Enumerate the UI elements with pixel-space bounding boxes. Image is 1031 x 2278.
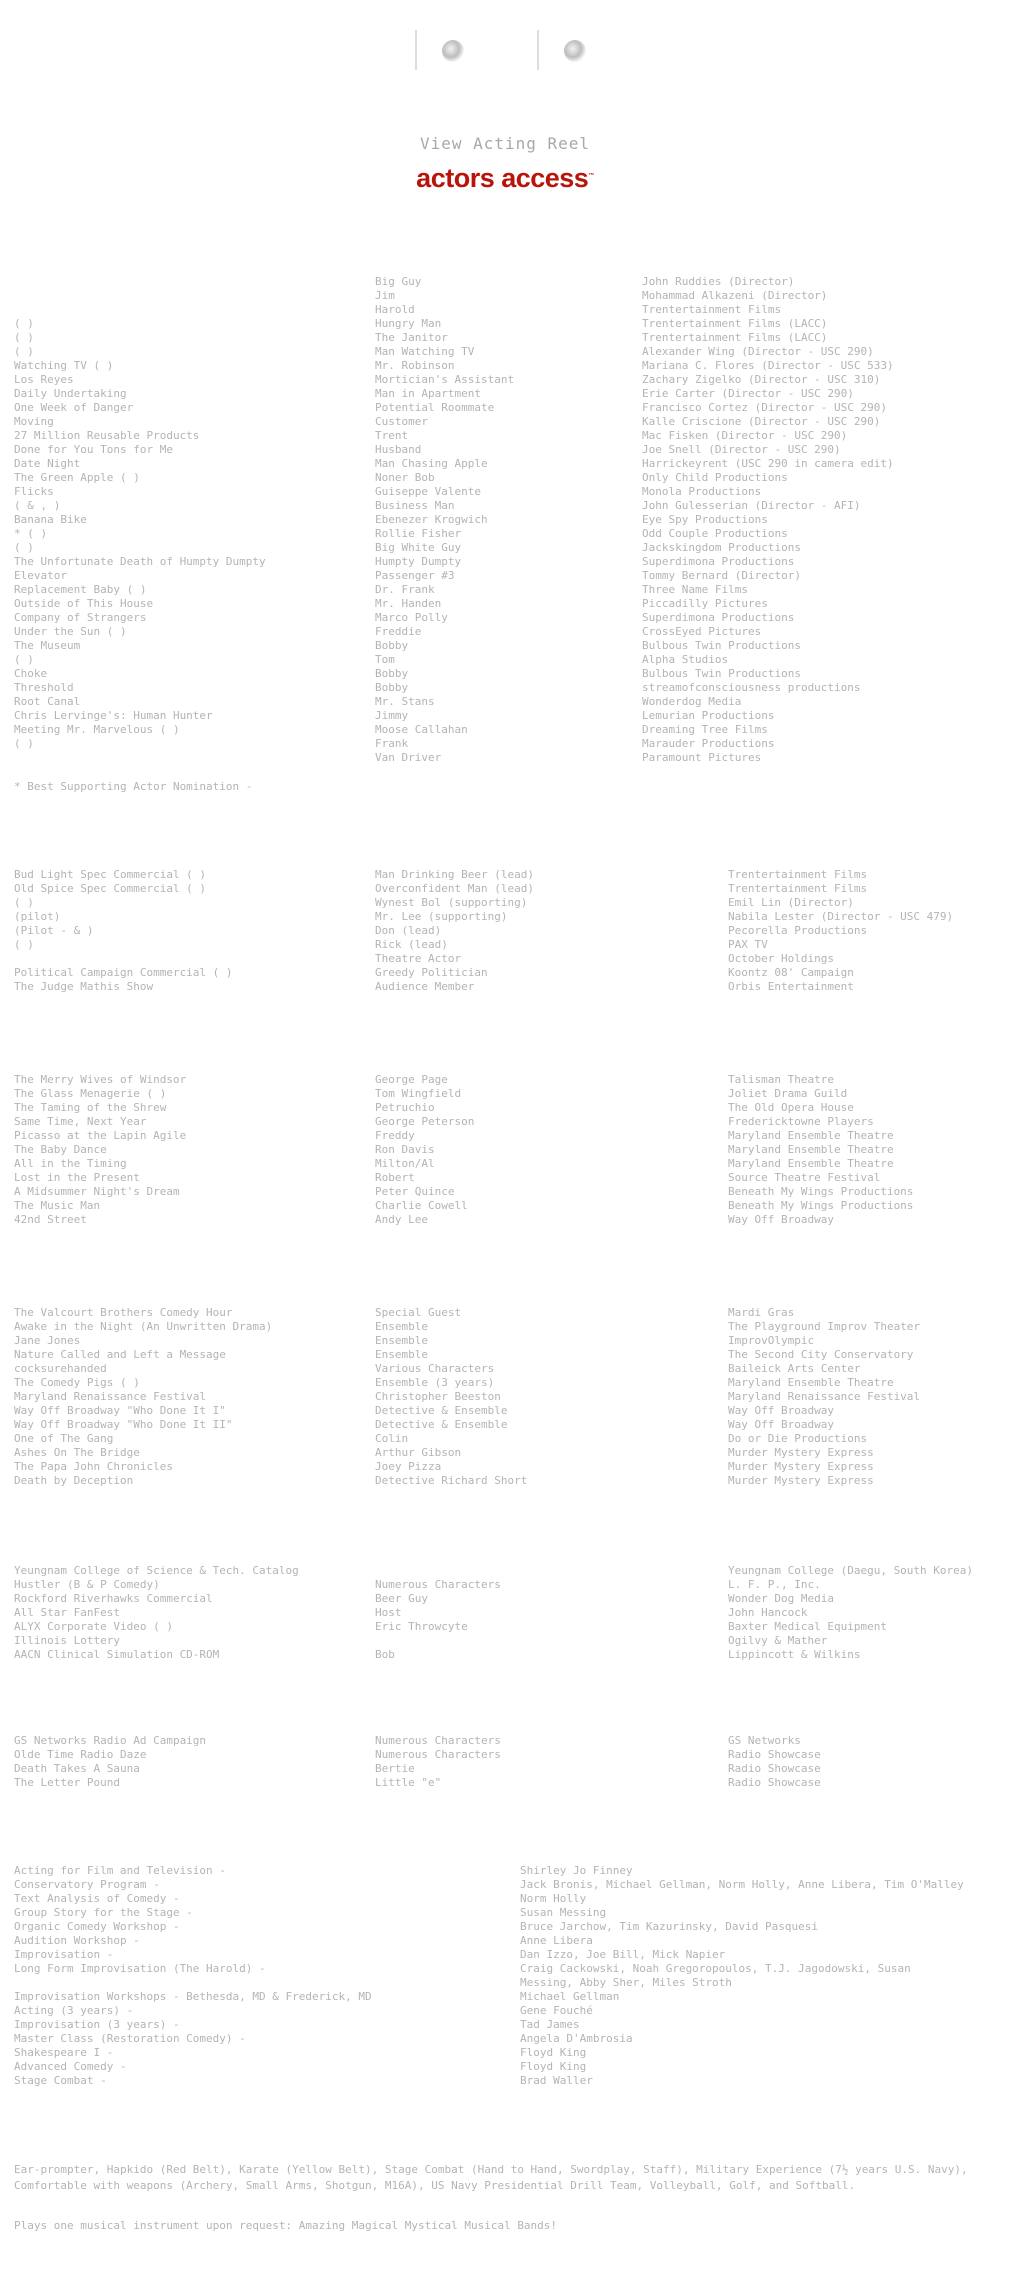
improv-title: Way Off Broadway "Who Done It I": [14, 1404, 226, 1417]
training-instructor: Bruce Jarchow, Tim Kazurinsky, David Pasquesi: [520, 1920, 819, 1933]
tv-company: October Holdings: [728, 952, 834, 965]
training-instructor: Craig Cackowski, Noah Gregoropoulos, T.J. Jagodowski, Susan: [520, 1962, 911, 1975]
tv-role: Don (lead): [375, 924, 442, 937]
tv-role: Mr. Lee (supporting): [375, 910, 508, 923]
film-role: Man in Apartment: [375, 387, 481, 400]
film-title: Meeting Mr. Marvelous ( ): [14, 723, 180, 736]
industrial-role: Host: [375, 1606, 402, 1619]
photo-strip: [415, 30, 655, 70]
training-course: Improvisation -: [14, 1948, 114, 1961]
film-company: Francisco Cortez (Director - USC 290): [642, 401, 888, 414]
film-role: Hungry Man: [375, 317, 442, 330]
training-course: Audition Workshop -: [14, 1934, 140, 1947]
training-course: Acting for Film and Television -: [14, 1864, 226, 1877]
theatre-title: The Taming of the Shrew: [14, 1101, 167, 1114]
film-title: ( & , ): [14, 499, 61, 512]
improv-role: Joey Pizza: [375, 1460, 442, 1473]
film-role: Big White Guy: [375, 541, 462, 554]
theatre-company: Beneath My Wings Productions: [728, 1199, 914, 1212]
theatre-company: Fredericktowne Players: [728, 1115, 874, 1128]
photo-loading-icon: [564, 40, 586, 62]
tv-role: Wynest Bol (supporting): [375, 896, 528, 909]
film-company: John Gulesserian (Director - AFI): [642, 499, 861, 512]
radio-title: Death Takes A Sauna: [14, 1762, 140, 1775]
theatre-role: Tom Wingfield: [375, 1087, 462, 1100]
film-roles-column: [375, 275, 514, 765]
music-note: Plays one musical instrument upon request: Amazing Magical Mystical Musical Bands!: [14, 2219, 558, 2232]
radio-role: Bertie: [375, 1762, 415, 1775]
improv-titles-column: [14, 1306, 272, 1488]
tv-title: ( ): [14, 938, 34, 951]
radio-company: Radio Showcase: [728, 1762, 821, 1775]
theatre-role: George Peterson: [375, 1115, 475, 1128]
industrial-title: Yeungnam College of Science & Tech. Catalog: [14, 1564, 299, 1577]
theatre-title: 42nd Street: [14, 1213, 87, 1226]
training-instructor: Brad Waller: [520, 2074, 593, 2087]
film-role: Customer: [375, 415, 428, 428]
improv-role: Detective & Ensemble: [375, 1404, 508, 1417]
film-title: Under the Sun ( ): [14, 625, 127, 638]
industrial-title: Rockford Riverhawks Commercial: [14, 1592, 213, 1605]
radio-title: GS Networks Radio Ad Campaign: [14, 1734, 207, 1747]
film-company: Monola Productions: [642, 485, 762, 498]
film-title: Flicks: [14, 485, 54, 498]
tv-role: Overconfident Man (lead): [375, 882, 534, 895]
industrial-company: Baxter Medical Equipment: [728, 1620, 887, 1633]
improv-company: Maryland Ensemble Theatre: [728, 1376, 894, 1389]
film-role: Bobby: [375, 681, 409, 694]
training-course: [14, 1976, 372, 1990]
improv-title: Nature Called and Left a Message: [14, 1348, 226, 1361]
theatre-company: Talisman Theatre: [728, 1073, 834, 1086]
tv-title: The Judge Mathis Show: [14, 980, 154, 993]
film-role: Mr. Robinson: [375, 359, 455, 372]
improv-title: Way Off Broadway "Who Done It II": [14, 1418, 233, 1431]
film-role: Dr. Frank: [375, 583, 435, 596]
theatre-title: Lost in the Present: [14, 1171, 140, 1184]
film-title: The Green Apple ( ): [14, 471, 140, 484]
improv-company: Maryland Renaissance Festival: [728, 1390, 921, 1403]
theatre-role: Freddy: [375, 1129, 415, 1142]
industrial-role: [375, 1634, 501, 1648]
film-title: The Museum: [14, 639, 81, 652]
film-company: Lemurian Productions: [642, 709, 775, 722]
film-title: Date Night: [14, 457, 81, 470]
improv-company: The Second City Conservatory: [728, 1348, 914, 1361]
film-company: Marauder Productions: [642, 737, 775, 750]
film-company: Tommy Bernard (Director): [642, 569, 801, 582]
improv-title: The Papa John Chronicles: [14, 1460, 173, 1473]
training-courses-column: [14, 1864, 372, 2088]
tv-role: Man Drinking Beer (lead): [375, 868, 534, 881]
improv-role: Ensemble (3 years): [375, 1376, 495, 1389]
film-role: Mortician's Assistant: [375, 373, 515, 386]
film-title: Done for You Tons for Me: [14, 443, 173, 456]
film-role: Man Watching TV: [375, 345, 475, 358]
industrial-title: Illinois Lottery: [14, 1634, 120, 1647]
film-company: Three Name Films: [642, 583, 748, 596]
film-company: Bulbous Twin Productions: [642, 639, 801, 652]
theatre-title: Picasso at the Lapin Agile: [14, 1129, 187, 1142]
film-titles-column: [14, 289, 266, 751]
radio-companies-column: [728, 1734, 821, 1790]
improv-role: Ensemble: [375, 1348, 428, 1361]
training-instructor: Michael Gellman: [520, 1990, 620, 2003]
industrial-title: AACN Clinical Simulation CD-ROM: [14, 1648, 220, 1661]
theatre-role: Ron Davis: [375, 1143, 435, 1156]
film-company: Alpha Studios: [642, 653, 729, 666]
theatre-company: Source Theatre Festival: [728, 1171, 881, 1184]
film-title: ( ): [14, 653, 34, 666]
film-role: Humpty Dumpty: [375, 555, 462, 568]
improv-role: Ensemble: [375, 1320, 428, 1333]
film-title: Root Canal: [14, 695, 81, 708]
actors-access-logo[interactable]: [0, 163, 1010, 194]
film-role: Ebenezer Krogwich: [375, 513, 488, 526]
film-role: Marco Polly: [375, 611, 448, 624]
film-role: Noner Bob: [375, 471, 435, 484]
industrial-role: Beer Guy: [375, 1592, 428, 1605]
tv-role: Theatre Actor: [375, 952, 462, 965]
film-company: Erie Carter (Director - USC 290): [642, 387, 854, 400]
improv-role: Detective & Ensemble: [375, 1418, 508, 1431]
film-role: Big Guy: [375, 275, 422, 288]
industrial-role: Numerous Characters: [375, 1578, 501, 1591]
theatre-company: Beneath My Wings Productions: [728, 1185, 914, 1198]
film-title: Banana Bike: [14, 513, 87, 526]
film-role: Passenger #3: [375, 569, 455, 582]
tv-title: Political Campaign Commercial ( ): [14, 966, 233, 979]
film-company: Zachary Zigelko (Director - USC 310): [642, 373, 881, 386]
tv-companies-column: [728, 868, 953, 994]
industrial-role: Bob: [375, 1648, 395, 1661]
film-title: ( ): [14, 541, 34, 554]
tv-company: Orbis Entertainment: [728, 980, 854, 993]
theatre-companies-column: [728, 1073, 913, 1227]
film-company: Eye Spy Productions: [642, 513, 768, 526]
film-role: Freddie: [375, 625, 422, 638]
improv-company: Murder Mystery Express: [728, 1446, 874, 1459]
film-title: [14, 289, 266, 303]
training-instructor: Shirley Jo Finney: [520, 1864, 633, 1877]
training-instructor: Anne Libera: [520, 1934, 593, 1947]
tv-company: Trentertainment Films: [728, 868, 868, 881]
training-course: Advanced Comedy -: [14, 2060, 127, 2073]
film-role: Trent: [375, 429, 409, 442]
theatre-role: Petruchio: [375, 1101, 435, 1114]
film-company: Mohammad Alkazeni (Director): [642, 289, 828, 302]
theatre-title: The Music Man: [14, 1199, 101, 1212]
improv-company: Mardi Gras: [728, 1306, 795, 1319]
film-title: ( ): [14, 317, 34, 330]
industrial-companies-column: [728, 1564, 973, 1662]
film-company: streamofconsciousness productions: [642, 681, 861, 694]
improv-company: Murder Mystery Express: [728, 1460, 874, 1473]
film-role: Business Man: [375, 499, 455, 512]
improv-role: Ensemble: [375, 1334, 428, 1347]
film-title: Threshold: [14, 681, 74, 694]
theatre-role: George Page: [375, 1073, 448, 1086]
film-role: Potential Roommate: [375, 401, 495, 414]
training-instructor: Floyd King: [520, 2060, 587, 2073]
training-instructor: Dan Izzo, Joe Bill, Mick Napier: [520, 1948, 726, 1961]
improv-company: Way Off Broadway: [728, 1418, 834, 1431]
film-title: Los Reyes: [14, 373, 74, 386]
theatre-titles-column: [14, 1073, 186, 1227]
film-role: Moose Callahan: [375, 723, 468, 736]
film-company: Odd Couple Productions: [642, 527, 788, 540]
film-title: Choke: [14, 667, 48, 680]
film-role: Mr. Stans: [375, 695, 435, 708]
training-course: Group Story for the Stage -: [14, 1906, 193, 1919]
improv-title: Awake in the Night (An Unwritten Drama): [14, 1320, 273, 1333]
industrial-company: Wonder Dog Media: [728, 1592, 834, 1605]
training-instructor: Tad James: [520, 2018, 580, 2031]
theatre-role: Milton/Al: [375, 1157, 435, 1170]
improv-role: Colin: [375, 1432, 409, 1445]
tv-company: PAX TV: [728, 938, 768, 951]
tv-title: [14, 952, 233, 966]
film-company: Kalle Criscione (Director - USC 290): [642, 415, 881, 428]
theatre-title: The Glass Menagerie ( ): [14, 1087, 167, 1100]
film-title: Replacement Baby ( ): [14, 583, 147, 596]
film-title: The Unfortunate Death of Humpty Dumpty: [14, 555, 266, 568]
radio-company: Radio Showcase: [728, 1748, 821, 1761]
training-instructor: Jack Bronis, Michael Gellman, Norm Holly, Anne Libera, Tim O'Malley: [520, 1878, 964, 1891]
film-role: Husband: [375, 443, 422, 456]
industrial-company: Ogilvy & Mather: [728, 1634, 828, 1647]
film-company: Bulbous Twin Productions: [642, 667, 801, 680]
film-company: Superdimona Productions: [642, 611, 795, 624]
tv-company: Pecorella Productions: [728, 924, 868, 937]
theatre-role: Peter Quince: [375, 1185, 455, 1198]
film-role: Guiseppe Valente: [375, 485, 481, 498]
film-title: Watching TV ( ): [14, 359, 114, 372]
theatre-role: Andy Lee: [375, 1213, 428, 1226]
theatre-company: Joliet Drama Guild: [728, 1087, 848, 1100]
theatre-company: Maryland Ensemble Theatre: [728, 1157, 894, 1170]
training-course: Improvisation Workshops - Bethesda, MD & Frederick, MD: [14, 1990, 372, 2003]
improv-role: Christopher Beeston: [375, 1390, 501, 1403]
tv-title: (Pilot - & ): [14, 924, 94, 937]
tv-title: ( ): [14, 896, 34, 909]
radio-role: Little "e": [375, 1776, 442, 1789]
improv-title: Jane Jones: [14, 1334, 81, 1347]
training-course: Shakespeare I -: [14, 2046, 114, 2059]
tv-company: Koontz 08' Campaign: [728, 966, 854, 979]
logo-text: actors access: [416, 163, 589, 193]
training-instructor: Susan Messing: [520, 1906, 607, 1919]
film-title: Outside of This House: [14, 597, 154, 610]
film-company: Piccadilly Pictures: [642, 597, 768, 610]
improv-title: cocksurehanded: [14, 1362, 107, 1375]
improv-role: Arthur Gibson: [375, 1446, 462, 1459]
theatre-role: Charlie Cowell: [375, 1199, 468, 1212]
film-role: Bobby: [375, 667, 409, 680]
film-role: The Janitor: [375, 331, 448, 344]
film-title: ( ): [14, 331, 34, 344]
film-role: Harold: [375, 303, 415, 316]
theatre-company: Maryland Ensemble Theatre: [728, 1143, 894, 1156]
improv-role: Detective Richard Short: [375, 1474, 528, 1487]
training-course: Stage Combat -: [14, 2074, 107, 2087]
industrial-company: L. F. P., Inc.: [728, 1578, 821, 1591]
industrial-roles-column: [375, 1564, 501, 1662]
theatre-company: The Old Opera House: [728, 1101, 854, 1114]
training-instructor: Messing, Abby Sher, Miles Stroth: [520, 1976, 732, 1989]
film-company: Mariana C. Flores (Director - USC 533): [642, 359, 894, 372]
film-company: Jackskingdom Productions: [642, 541, 801, 554]
tv-company: Trentertainment Films: [728, 882, 868, 895]
industrial-title: All Star FanFest: [14, 1606, 120, 1619]
training-instructor: Angela D'Ambrosia: [520, 2032, 633, 2045]
training-instructor: Gene Fouché: [520, 2004, 593, 2017]
improv-role: Special Guest: [375, 1306, 462, 1319]
theatre-company: Way Off Broadway: [728, 1213, 834, 1226]
improv-company: Murder Mystery Express: [728, 1474, 874, 1487]
film-role: Bobby: [375, 639, 409, 652]
industrial-titles-column: [14, 1564, 299, 1662]
film-company: Superdimona Productions: [642, 555, 795, 568]
training-instructor: Floyd King: [520, 2046, 587, 2059]
film-title: [14, 303, 266, 317]
film-company: Only Child Productions: [642, 471, 788, 484]
improv-company: Baileick Arts Center: [728, 1362, 861, 1375]
training-instructor: Norm Holly: [520, 1892, 587, 1905]
award-nomination-note: * Best Supporting Actor Nomination -: [14, 780, 253, 793]
film-company: Harrickeyrent (USC 290 in camera edit): [642, 457, 894, 470]
radio-roles-column: [375, 1734, 501, 1790]
improv-title: The Valcourt Brothers Comedy Hour: [14, 1306, 233, 1319]
film-title: Chris Lervinge's: Human Hunter: [14, 709, 213, 722]
industrial-title: Hustler (B & P Comedy): [14, 1578, 160, 1591]
film-companies-column: [642, 275, 894, 765]
industrial-title: ALYX Corporate Video ( ): [14, 1620, 173, 1633]
training-course: Conservatory Program -: [14, 1878, 160, 1891]
film-company: Trentertainment Films: [642, 303, 782, 316]
tv-title: Old Spice Spec Commercial ( ): [14, 882, 207, 895]
film-role: Frank: [375, 737, 409, 750]
industrial-company: John Hancock: [728, 1606, 808, 1619]
training-course: Acting (3 years) -: [14, 2004, 134, 2017]
film-title: Company of Strangers: [14, 611, 147, 624]
film-title: ( ): [14, 737, 34, 750]
radio-company: Radio Showcase: [728, 1776, 821, 1789]
theatre-roles-column: [375, 1073, 474, 1227]
photo-thumbnail[interactable]: [415, 30, 517, 70]
theatre-title: Same Time, Next Year: [14, 1115, 147, 1128]
photo-loading-icon: [442, 40, 464, 62]
film-role: Jim: [375, 289, 395, 302]
film-role: Tom: [375, 653, 395, 666]
tv-company: Nabila Lester (Director - USC 479): [728, 910, 954, 923]
film-company: John Ruddies (Director): [642, 275, 795, 288]
improv-title: Ashes On The Bridge: [14, 1446, 140, 1459]
theatre-title: The Baby Dance: [14, 1143, 107, 1156]
film-title: 27 Million Reusable Products: [14, 429, 200, 442]
radio-role: Numerous Characters: [375, 1734, 501, 1747]
film-company: Trentertainment Films (LACC): [642, 331, 828, 344]
film-company: CrossEyed Pictures: [642, 625, 762, 638]
radio-titles-column: [14, 1734, 206, 1790]
improv-title: Maryland Renaissance Festival: [14, 1390, 207, 1403]
improv-company: Way Off Broadway: [728, 1404, 834, 1417]
tv-role: Audience Member: [375, 980, 475, 993]
tv-title: Bud Light Spec Commercial ( ): [14, 868, 207, 881]
theatre-title: A Midsummer Night's Dream: [14, 1185, 180, 1198]
film-company: Paramount Pictures: [642, 751, 762, 764]
improv-title: One of The Gang: [14, 1432, 114, 1445]
tv-role: Greedy Politician: [375, 966, 488, 979]
film-company: Trentertainment Films (LACC): [642, 317, 828, 330]
tv-role: Rick (lead): [375, 938, 448, 951]
film-role: Mr. Handen: [375, 597, 442, 610]
improv-title: The Comedy Pigs ( ): [14, 1376, 140, 1389]
film-title: One Week of Danger: [14, 401, 134, 414]
training-course: Organic Comedy Workshop -: [14, 1920, 180, 1933]
theatre-title: All in the Timing: [14, 1157, 127, 1170]
film-role: Rollie Fisher: [375, 527, 462, 540]
film-company: Dreaming Tree Films: [642, 723, 768, 736]
industrial-role: [375, 1564, 501, 1578]
tv-roles-column: [375, 868, 534, 994]
logo-trademark: ™: [588, 173, 594, 179]
improv-company: ImprovOlympic: [728, 1334, 815, 1347]
improv-title: Death by Deception: [14, 1474, 134, 1487]
theatre-company: Maryland Ensemble Theatre: [728, 1129, 894, 1142]
training-course: Improvisation (3 years) -: [14, 2018, 180, 2031]
radio-company: GS Networks: [728, 1734, 801, 1747]
training-instructors-column: [520, 1864, 964, 2088]
film-title: ( ): [14, 345, 34, 358]
photo-thumbnail[interactable]: [537, 30, 639, 70]
film-company: Joe Snell (Director - USC 290): [642, 443, 841, 456]
radio-title: Olde Time Radio Daze: [14, 1748, 147, 1761]
improv-company: The Playground Improv Theater: [728, 1320, 921, 1333]
theatre-role: Robert: [375, 1171, 415, 1184]
tv-titles-column: [14, 868, 233, 994]
film-title: Moving: [14, 415, 54, 428]
improv-companies-column: [728, 1306, 920, 1488]
training-course: Long Form Improvisation (The Harold) -: [14, 1962, 266, 1975]
improv-roles-column: [375, 1306, 527, 1488]
industrial-role: Eric Throwcyte: [375, 1620, 468, 1633]
film-company: Mac Fisken (Director - USC 290): [642, 429, 848, 442]
improv-role: Various Characters: [375, 1362, 495, 1375]
improv-company: Do or Die Productions: [728, 1432, 868, 1445]
industrial-company: Yeungnam College (Daegu, South Korea): [728, 1564, 974, 1577]
radio-role: Numerous Characters: [375, 1748, 501, 1761]
film-title: Elevator: [14, 569, 67, 582]
radio-title: The Letter Pound: [14, 1776, 120, 1789]
film-company: Alexander Wing (Director - USC 290): [642, 345, 874, 358]
tv-company: Emil Lin (Director): [728, 896, 854, 909]
special-skills: Ear-prompter, Hapkido (Red Belt), Karate (Yellow Belt), Stage Combat (Hand to Hand, Swordplay, Staff), Military Experience (7½ years U.S. Navy), Comfortable with weapons (Archery, Small Arms, Shotgun, M16A), US Navy Presidential Drill Team, Volleyball, Golf, and Softball.: [14, 2163, 968, 2192]
training-course: Text Analysis of Comedy -: [14, 1892, 180, 1905]
film-role: Man Chasing Apple: [375, 457, 488, 470]
training-course: Master Class (Restoration Comedy) -: [14, 2032, 246, 2045]
film-company: Wonderdog Media: [642, 695, 742, 708]
film-title: Daily Undertaking: [14, 387, 127, 400]
film-role: Van Driver: [375, 751, 442, 764]
film-role: Jimmy: [375, 709, 409, 722]
view-acting-reel-link[interactable]: View Acting Reel: [419, 134, 591, 153]
industrial-company: Lippincott & Wilkins: [728, 1648, 861, 1661]
film-title: * ( ): [14, 527, 48, 540]
tv-title: (pilot): [14, 910, 61, 923]
theatre-title: The Merry Wives of Windsor: [14, 1073, 187, 1086]
